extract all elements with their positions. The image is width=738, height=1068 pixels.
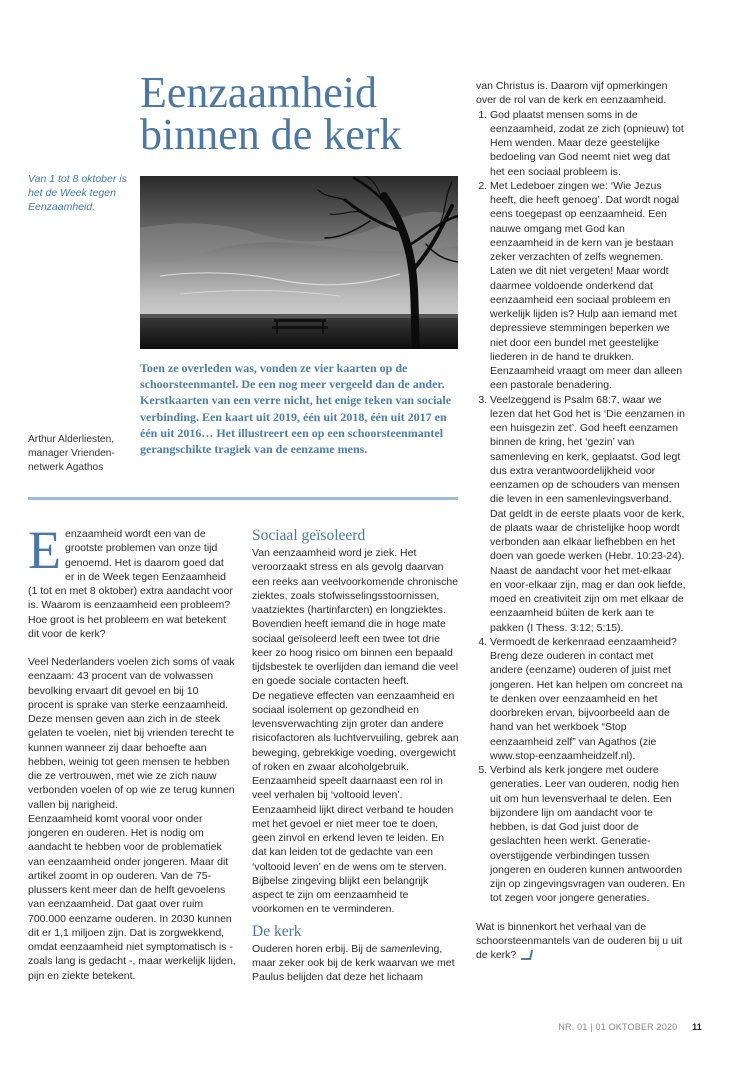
section-divider bbox=[28, 497, 458, 500]
church-text-a: Ouderen horen erbij. Bij de bbox=[252, 942, 381, 955]
title-line-2: binnen de kerk bbox=[140, 110, 402, 159]
intro-paragraph bbox=[28, 520, 236, 641]
closing-text: Wat is binnenkort het verhaal van de schoorsteenmantels van de ouderen bij u uit de kerk? bbox=[476, 920, 683, 961]
issue-info: NR. 01 | 01 OKTOBER 2020 bbox=[558, 1022, 678, 1032]
list-item: 3. Veelzeggend is Psalm 68:7, waar we lezen dat het God het is ‘Die eenzamen in een huisgezin zet’. God heeft eenzamen binnen de kring, het ‘gezin’ van samenleving en kerk, geplaatst. God legt dus extra verantwoordelijkheid voor eenzamen op de schouders van mensen die leven in een samenlevingsverband. Dat geldt in de eerste plaats voor de kerk, de plaats waar de christelijke hoop wordt verbonden aan elkaar liefhebben en het doen van goede werken (Hebr. 10:23-24). Naast de aandacht voor het met-elkaar en voor-elkaar zijn, mag er dan ook liefde, moed en creativiteit zijn om met elkaar de eenzaamheid búiten de kerk aan te pakken (I Thess. 3:12; 5:15). bbox=[490, 393, 686, 635]
body-paragraph: Eenzaamheid komt vooral voor onder jongeren en ouderen. Het is nodig om aandacht te hebben voor de problematiek van eenzaamheid onder jongeren. Maar dit artikel zoomt in op ouderen. Van de 75-plussers kent meer dan de helft gevoelens van eenzaamheid. Dat gaat over ruim 700.000 eenzame ouderen. In 2030 kunnen dit er 1,1 miljoen zijn. Dat is zorgwekkend, omdat eenzaamheid niet symptomatisch is - zoals lang is gedacht -, maar werkelijk lijden, pijn en ziekte betekent. bbox=[28, 812, 236, 982]
body-column-3 bbox=[476, 79, 686, 962]
body-paragraph: De negatieve effecten van eenzaamheid en sociaal isolement op gezondheid en levensverwachting zijn groter dan andere risicofactoren als luchtvervuiling, gebrek aan beweging, gebrekkige voeding, overgewicht of roken en zwaar alcoholgebruik. bbox=[252, 689, 459, 773]
list-item: 1. God plaatst mensen soms in de eenzaamheid, zodat ze zich (opnieuw) tot Hem wenden. Maar deze geestelijke bedoeling van God neemt niet weg dat het een sociaal probleem is. bbox=[490, 108, 686, 179]
body-column-1 bbox=[28, 520, 236, 983]
closing-paragraph bbox=[476, 920, 686, 963]
church-text-b: leving, maar zeker ook bij de kerk waarvan we met Paulus belijden dat deze het lichaam bbox=[252, 942, 455, 983]
body-paragraph: van Christus is. Daarom vijf opmerkingen over de rol van de kerk en eenzaamheid. bbox=[476, 80, 668, 107]
list-item: 4. Vermoedt de kerkenraad eenzaamheid? Breng deze ouderen in contact met andere (eenzame) ouderen of juist met jongeren. Het kan helpen om concreet na te denken over eenzaamheid en het doorbreken ervan, bijvoorbeeld aan de hand van het werkboek “Stop eenzaamheid zelf” van Agathos (zie www.stop-eenzaamheidzelf.nl). bbox=[490, 635, 686, 763]
article-title bbox=[140, 68, 460, 159]
author-role-line-2: netwerk Agathos bbox=[28, 462, 104, 473]
title-line-1: Eenzaamheid bbox=[140, 68, 377, 117]
author-role-line-1: manager Vrienden- bbox=[28, 448, 115, 459]
end-mark-icon bbox=[521, 950, 533, 960]
page-footer bbox=[558, 1022, 702, 1032]
list-item: 2. Met Ledeboer zingen we: ‘Wie Jezus heeft, die heeft genoeg’. Dat wordt nogal eens toegepast op eenzaamheid. Een nauwe omgang met God kan eenzaamheid in de kern van je bestaan zeker verzachten of zelfs wegnemen. Laten we dit niet vergeten! Maar wordt daarmee voldoende onderkend dat eenzaamheid een sociaal probleem en werkelijk lijden is? Hulp aan iemand met depressieve stemmingen beperken we niet door een bundel met geestelijke liederen in de hand te drukken. Eenzaamheid vraagt om meer dan alleen een pastorale benadering. bbox=[490, 179, 686, 393]
author-byline bbox=[28, 433, 136, 475]
page-number: 11 bbox=[692, 1022, 702, 1032]
side-caption: Van 1 tot 8 oktober is het de Week tegen Eenzaamheid. bbox=[28, 173, 127, 213]
body-column-2 bbox=[252, 527, 460, 984]
drop-cap: E bbox=[28, 520, 61, 580]
bench-tree-photo bbox=[140, 176, 458, 349]
body-paragraph bbox=[252, 942, 460, 985]
subheading-church: De kerk bbox=[252, 922, 302, 940]
body-paragraph: Eenzaamheid speelt daarnaast een rol in veel verhalen bij ‘voltooid leven’. Eenzaamheid lijkt direct verband te houden met het gevoel er niet meer toe te doen, geen zinvol en erkend leven te leiden. En dat kan leiden tot de gedachte van een ‘voltooid leven’ en de wens om te sterven. Bijbelse zingeving blijkt een belangrijk aspect te zijn om eenzaamheid te voorkomen en te verminderen. bbox=[252, 775, 454, 916]
list-item: 5. Verbind als kerk jongere met oudere generaties. Leer van ouderen, nodig hen uit om hun levensverhaal te delen. Een bijzondere lijn om aandacht voor te hebben, is dat God juist door de geslachten heen werkt. Generatie-overstijgende verbindingen tussen jongeren en ouderen kunnen antwoorden zijn op zingevingsvragen van ouderen. En tot zegen voor jongere generaties. bbox=[490, 763, 686, 906]
points-list bbox=[476, 108, 686, 906]
intro-text: enzaamheid wordt een van de grootste problemen van onze tijd genoemd. Het is daarom goed dat er in de Week tegen Eenzaamheid (1 tot en met 8 oktober) extra aandacht voor is. Waarom is eenzaamheid een probleem? Hoe groot is het probleem en wat betekent dit voor de kerk? bbox=[28, 528, 233, 640]
subheading-social: Sociaal geïsoleerd bbox=[252, 527, 366, 544]
body-paragraph: Veel Nederlanders voelen zich soms of vaak eenzaam: 43 procent van de volwassen bevolking ervaart dit gevoel en bij 10 procent is sprake van sterke eenzaamheid. Deze mensen geven aan zich in de steek gelaten te voelen, niet bij vrienden terecht te kunnen wanneer zij daar behoefte aan hebben, weinig tot geen mensen te hebben die ze vertrouwen, met wie ze zich nauw verbonden voelen of op wie ze terug kunnen vallen bij narigheid. bbox=[28, 656, 235, 811]
article-lead: Toen ze overleden was, vonden ze vier kaarten op de schoorsteenmantel. De een nog meer vergeeld dan de ander. Kerstkaarten van een verre nicht, het enige teken van sociale verbinding. Een kaart uit 2019, één uit 2018, één uit 2017 en één uit 2016… Het illustreert een op een schoorsteenmantel gerangschikte tragiek van de eenzame mens. bbox=[140, 361, 452, 457]
body-paragraph: Van eenzaamheid word je ziek. Het veroorzaakt stress en als gevolg daarvan een reeks aan veelvoorkomende chronische ziektes, zoals stofwisselingsstoornissen, vaatziektes (hartinfarcten) en longziektes. Bovendien heeft iemand die in hoge mate sociaal geïsoleerd leeft een twee tot drie keer zo hoog risico om binnen een bepaald tijdsbestek te overlijden dan iemand die veel en goede sociale contacten heeft. bbox=[252, 547, 459, 688]
author-name: Arthur Alderliesten, bbox=[28, 434, 115, 445]
church-text-em: samen bbox=[380, 942, 412, 955]
